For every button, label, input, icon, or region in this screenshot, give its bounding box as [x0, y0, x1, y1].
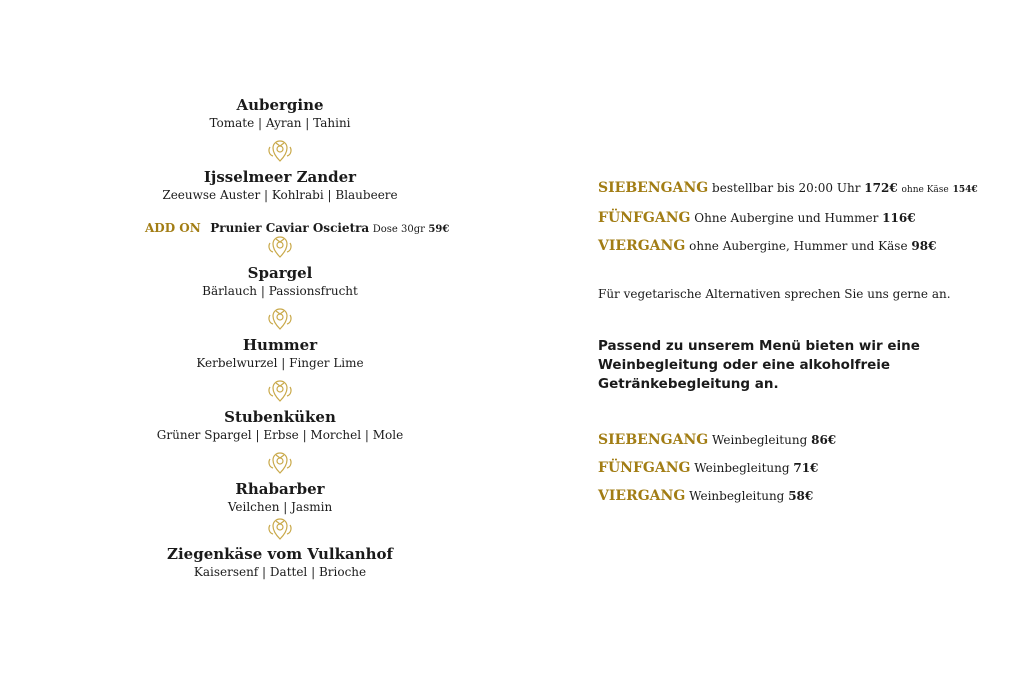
menu-text: ohne Aubergine, Hummer und Käse — [689, 239, 908, 253]
course-description: Tomate | Ayran | Tahini — [209, 116, 351, 130]
course-rhabarber — [130, 480, 430, 515]
wine-price-line — [598, 432, 998, 448]
course-description: Veilchen | Jasmin — [227, 500, 333, 514]
course-title: Hummer — [242, 336, 318, 354]
menu-name: FÜNFGANG — [598, 210, 691, 226]
vegetarian-note: Für vegetarische Alternativen sprechen Sie uns gerne an. — [598, 287, 951, 301]
course-aubergine — [130, 96, 430, 131]
menu-extra-price: 154€ — [952, 185, 978, 195]
wine-price: 71€ — [793, 461, 819, 475]
wine-menu-name: VIERGANG — [598, 488, 686, 504]
addon-name: Prunier Caviar Oscietra — [210, 221, 370, 235]
course-spargel — [130, 264, 430, 299]
course-description: Zeeuwse Auster | Kohlrabi | Blaubeere — [162, 188, 398, 202]
pricing-panel — [598, 180, 998, 516]
crest-icon — [130, 515, 430, 543]
menu-text: bestellbar bis 20:00 Uhr — [712, 181, 861, 195]
menu-price: 116€ — [882, 211, 916, 225]
wine-price: 58€ — [788, 489, 814, 503]
menu-price: 98€ — [911, 239, 937, 253]
wine-text: Weinbegleitung — [712, 433, 808, 447]
course-stubenkueken — [130, 408, 430, 443]
course-description: Grüner Spargel | Erbse | Morchel | Mole — [156, 428, 404, 442]
course-title: Aubergine — [236, 96, 324, 114]
course-description: Kaisersenf | Dattel | Brioche — [193, 565, 367, 579]
addon-dose: Dose 30gr — [372, 224, 425, 235]
course-list — [130, 96, 430, 580]
course-title: Spargel — [247, 264, 313, 282]
course-title: Ijsselmeer Zander — [203, 168, 357, 186]
wine-menu-name: SIEBENGANG — [598, 432, 709, 448]
crest-icon — [130, 377, 430, 405]
course-ziegenkaese — [130, 545, 430, 580]
course-hummer — [130, 336, 430, 371]
course-zander — [130, 168, 430, 203]
addon-price: 59€ — [428, 224, 450, 235]
menu-price-line — [598, 180, 998, 198]
course-title: Stubenküken — [224, 408, 336, 426]
wine-text: Weinbegleitung — [694, 461, 790, 475]
wine-price-line — [598, 488, 998, 504]
addon-label: ADD ON — [145, 221, 201, 235]
wine-text: Weinbegleitung — [689, 489, 785, 503]
menu-price-line — [598, 238, 998, 254]
crest-icon — [130, 137, 430, 165]
crest-icon — [130, 233, 430, 261]
menu-price-line — [598, 210, 998, 226]
course-description: Kerbelwurzel | Finger Lime — [196, 356, 364, 370]
course-description: Bärlauch | Passionsfrucht — [202, 284, 358, 298]
menu-extra: ohne Käse — [901, 185, 949, 195]
wine-price-line — [598, 460, 998, 476]
wine-intro: Passend zu unserem Menü bieten wir eine Weinbegleitung oder eine alkoholfreie Getränkebegleitung an. — [598, 338, 920, 392]
wine-menu-name: FÜNFGANG — [598, 460, 691, 476]
course-title: Rhabarber — [235, 480, 325, 498]
course-title: Ziegenkäse vom Vulkanhof — [167, 545, 393, 563]
menu-price: 172€ — [864, 181, 898, 195]
menu-text: Ohne Aubergine und Hummer — [694, 211, 879, 225]
addon-line — [145, 221, 449, 235]
crest-icon — [130, 305, 430, 333]
wine-list — [598, 432, 998, 504]
menu-name: SIEBENGANG — [598, 180, 709, 196]
wine-price: 86€ — [811, 433, 837, 447]
menu-name: VIERGANG — [598, 238, 686, 254]
crest-icon — [130, 449, 430, 477]
